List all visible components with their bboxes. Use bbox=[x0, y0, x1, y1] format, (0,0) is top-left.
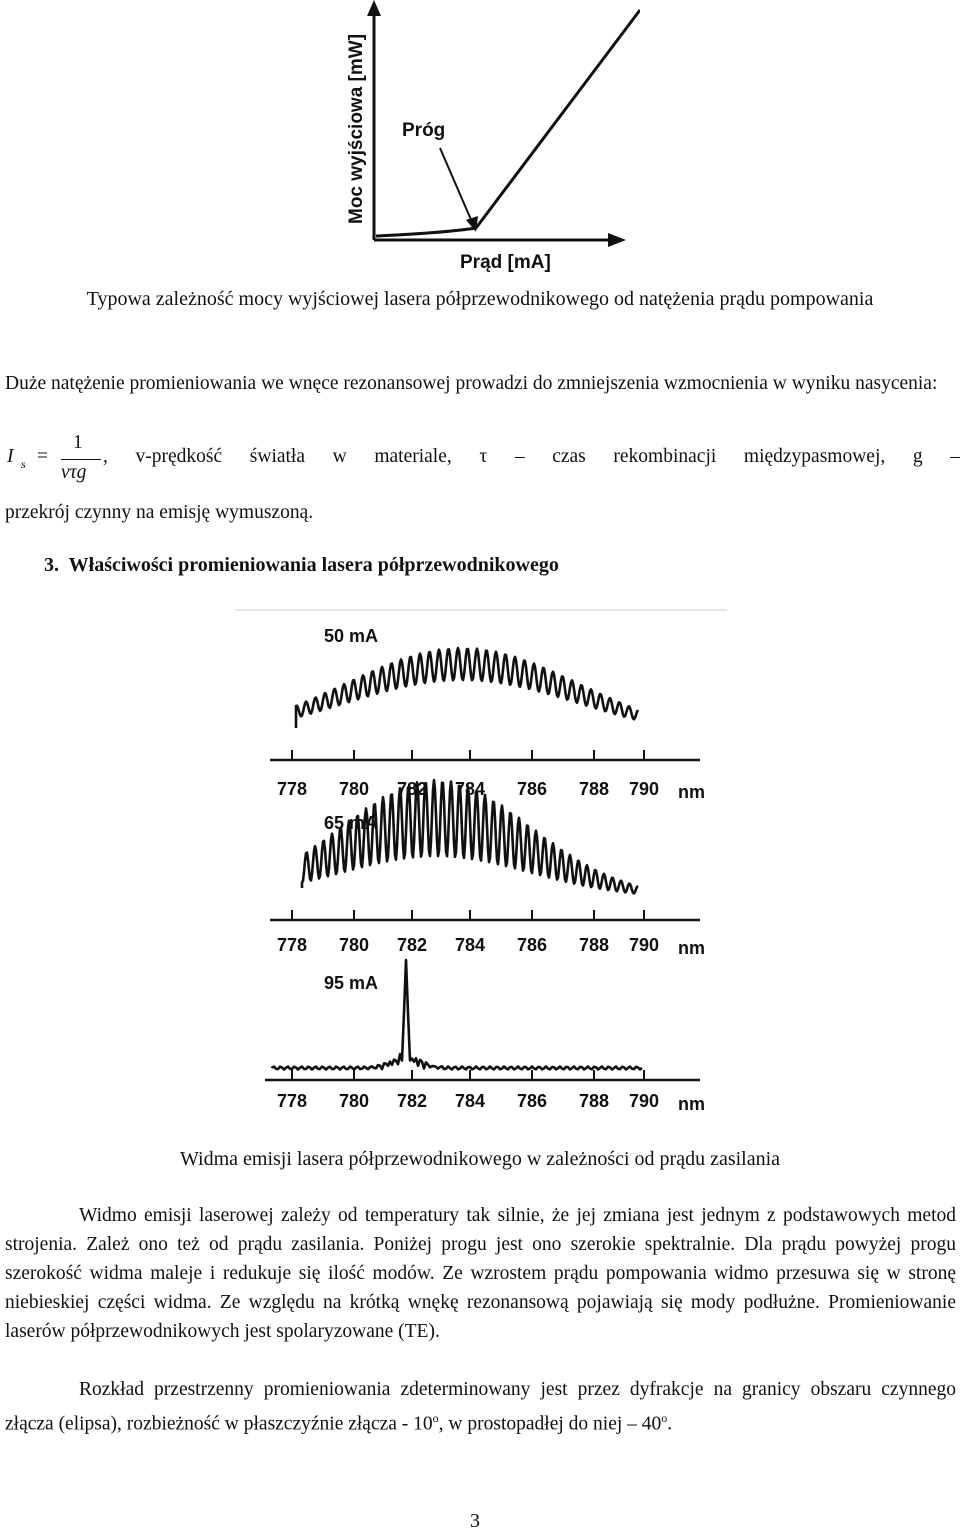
threshold-label: Próg bbox=[402, 120, 446, 141]
tick-label: 780 bbox=[338, 779, 370, 799]
tick-label: 786 bbox=[516, 935, 548, 955]
tick-label: 790 bbox=[628, 935, 660, 955]
tick-label: 786 bbox=[516, 779, 548, 799]
page-number: 3 bbox=[470, 1510, 480, 1532]
formula-lhs-subscript: s bbox=[21, 457, 26, 471]
tick-label: 782 bbox=[396, 1091, 428, 1111]
section-heading: 3. Właściwości promieniowania lasera półprzewodnikowego bbox=[44, 554, 559, 576]
power-current-figure bbox=[300, 0, 640, 280]
unit-label: nm bbox=[678, 782, 705, 802]
tick-label: 790 bbox=[628, 779, 660, 799]
tick-label: 786 bbox=[516, 1091, 548, 1111]
paragraph-spectrum-text: Widmo emisji laserowej zależy od temperatury tak silnie, że jej zmiana jest jednym z podstawowych metod strojenia. Zależ ono też od prądu zasilania. Poniżej progu jest ono szerokie spektralnie. Dla prądu powyżej progu szerokość widma maleje i redukuje się ilość modów. Ze wzrostem prądu pompowania widmo przesuwa się w stronę niebieskiej części widma. Ze względu na krótką wnękę rezonansową pojawiają się mody podłużne. Promieniowanie laserów półprzewodnikowych jest spolaryzowane (TE). bbox=[5, 1205, 956, 1342]
formula-denominator: vτg bbox=[61, 462, 87, 483]
unit-label: nm bbox=[678, 1094, 705, 1114]
paragraph-spectrum bbox=[5, 1201, 956, 1346]
tick-label: 782 bbox=[396, 779, 428, 799]
tick-label: 778 bbox=[276, 935, 308, 955]
saturation-formula bbox=[5, 430, 960, 490]
tick-label: 780 bbox=[338, 1091, 370, 1111]
spectrum-panel-95ma bbox=[265, 960, 705, 1114]
tick-label: 790 bbox=[628, 1091, 660, 1111]
current-label-65ma: 65 mA bbox=[324, 813, 379, 833]
y-axis-arrow bbox=[367, 0, 381, 16]
paragraph-spatial-text1: Rozkład przestrzenny promieniowania zdeterminowany jest przez dyfrakcje na granicy obszaru czynnego złącza (elipsa), rozbieżność w płaszczyźnie złącza - 10 bbox=[5, 1379, 956, 1435]
paragraph-spatial-text3: . bbox=[667, 1413, 673, 1435]
figure1-caption: Typowa zależność mocy wyjściowej lasera półprzewodnikowego od natężenia prądu pompowania bbox=[86, 288, 874, 310]
tick-label: 788 bbox=[578, 935, 610, 955]
current-label-95ma: 95 mA bbox=[324, 973, 379, 993]
tick-label: 782 bbox=[396, 935, 428, 955]
formula-description: , v-prędkość światła w materiale, τ – czas rekombinacji międzypasmowej, g – bbox=[103, 446, 960, 467]
formula-continuation: przekrój czynny na emisję wymuszoną. bbox=[5, 502, 314, 523]
paragraph-spatial-text2: , w prostopadłej do niej – 40 bbox=[438, 1413, 662, 1435]
current-label-50ma: 50 mA bbox=[324, 626, 379, 646]
formula-numerator: 1 bbox=[73, 432, 83, 453]
spectrum-trace bbox=[296, 648, 638, 728]
paragraph-spatial bbox=[5, 1375, 956, 1439]
tick-label: 784 bbox=[454, 779, 486, 799]
formula-fraction-bar bbox=[61, 459, 101, 460]
formula-lhs: I bbox=[7, 446, 14, 467]
degree-sup-2: o bbox=[661, 1411, 668, 1425]
y-axis-label: Moc wyjściowa [mW] bbox=[346, 33, 367, 224]
tick-label: 788 bbox=[578, 1091, 610, 1111]
x-axis-label: Prąd [mA] bbox=[460, 252, 551, 273]
emission-spectra-figure bbox=[230, 600, 730, 1130]
degree-sup-1: o bbox=[432, 1411, 439, 1425]
spectrum-panel-65ma bbox=[270, 780, 705, 958]
tick-label: 784 bbox=[454, 1091, 486, 1111]
tick-label: 778 bbox=[276, 779, 308, 799]
x-axis-arrow bbox=[608, 233, 626, 247]
figure2-caption: Widma emisji lasera półprzewodnikowego w zależności od prądu zasilania bbox=[179, 1148, 781, 1170]
tick-label: 784 bbox=[454, 935, 486, 955]
tick-label: 778 bbox=[276, 1091, 308, 1111]
paragraph-saturation: Duże natężenie promieniowania we wnęce rezonansowej prowadzi do zmniejszenia wzmocnienia w wyniku nasycenia: bbox=[5, 373, 938, 394]
spectrum-panel-50ma bbox=[270, 626, 705, 802]
tick-label: 788 bbox=[578, 779, 610, 799]
threshold-pointer bbox=[440, 148, 472, 222]
tick-label: 780 bbox=[338, 935, 370, 955]
unit-label: nm bbox=[678, 938, 705, 958]
formula-equals: = bbox=[37, 446, 48, 467]
